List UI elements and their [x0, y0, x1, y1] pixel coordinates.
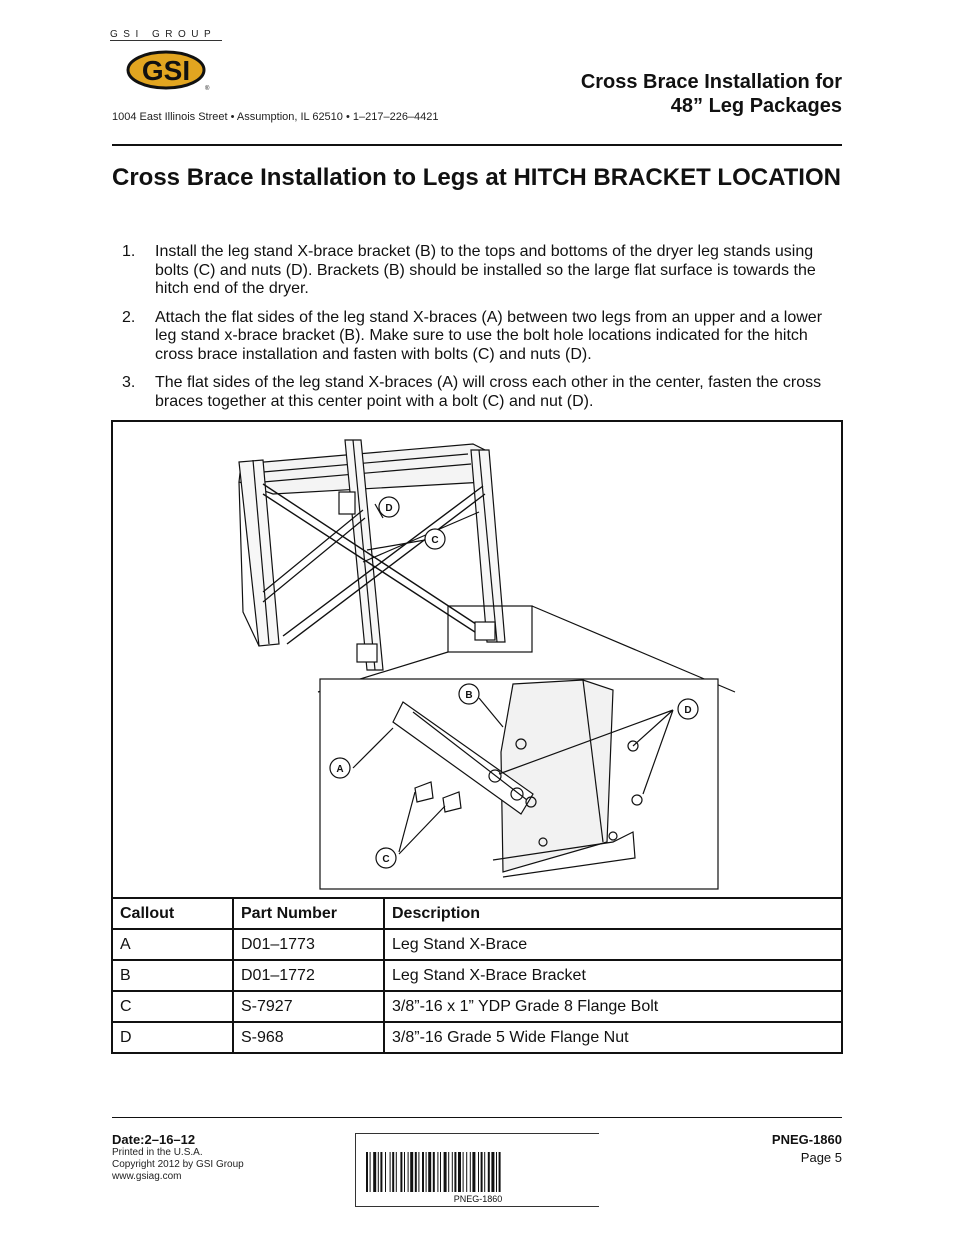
barcode-bar — [390, 1152, 391, 1192]
section-heading: Cross Brace Installation to Legs at HITCH BRACKET LOCATION — [112, 164, 841, 191]
barcode-bar — [470, 1152, 471, 1192]
barcode-bar — [452, 1152, 453, 1192]
svg-text:®: ® — [205, 86, 210, 92]
barcode-label: PNEG-1860 — [453, 1194, 503, 1204]
step-item — [112, 309, 842, 365]
barcode-bar — [454, 1152, 456, 1192]
barcode-bar — [373, 1152, 376, 1192]
barcode-bar — [466, 1152, 467, 1192]
footer-divider — [112, 1117, 842, 1118]
table-row — [112, 960, 842, 991]
barcode — [355, 1133, 599, 1207]
barcode-bar — [408, 1152, 409, 1192]
barcode-bar — [415, 1152, 417, 1192]
figure-frame — [111, 420, 843, 898]
footer-date: Date:2–16–12 — [112, 1132, 196, 1147]
cell-description: 3/8”-16 x 1” YDP Grade 8 Flange Bolt — [384, 991, 842, 1022]
cell-callout: B — [112, 960, 233, 991]
barcode-bar — [396, 1152, 397, 1192]
step-number: 2. — [122, 308, 136, 326]
barcode-bar — [404, 1152, 405, 1192]
step-text: Attach the flat sides of the leg stand X-braces (A) between two legs from an upper and a lower leg stand x-brace bracket (B). Make sure to use the bolt hole locations indicated for the hitch cross brace installation and fasten with bolts (C) and nuts (D). — [155, 308, 823, 363]
table-row — [112, 1022, 842, 1053]
copyright: Copyright 2012 by GSI Group — [112, 1159, 244, 1170]
cell-description: 3/8”-16 Grade 5 Wide Flange Nut — [384, 1022, 842, 1053]
cell-callout: C — [112, 991, 233, 1022]
document-code: PNEG-1860 — [771, 1132, 842, 1147]
barcode-bar — [496, 1152, 497, 1192]
step-text: The flat sides of the leg stand X-braces (A) will cross each other in the center, fasten the cross braces together at this center point with a bolt (C) and nut (D). — [155, 374, 822, 410]
barcode-bar — [499, 1152, 501, 1192]
callout-d-top-label: D — [385, 503, 393, 514]
step-text: Install the leg stand X-brace bracket (B) to the tops and bottoms of the dryer leg stands using bolts (C) and nuts (D). Brackets (B) should be installed so the large flat surface is towards the hitch end of the dryer. — [155, 243, 816, 297]
barcode-bar — [478, 1152, 479, 1192]
barcode-bar — [440, 1152, 441, 1192]
cell-part-number: D01–1773 — [233, 929, 384, 960]
brand-group-text: GSI GROUP — [110, 29, 217, 40]
footer-info — [112, 1147, 244, 1183]
barcode-bar — [458, 1152, 461, 1192]
installation-steps — [112, 243, 842, 421]
step-number: 3. — [122, 374, 136, 391]
header-part-number: Part Number — [233, 898, 384, 929]
barcode-bar — [433, 1152, 435, 1192]
callout-a-detail-label: A — [336, 764, 344, 775]
step-item — [112, 243, 842, 299]
barcode-bars — [366, 1152, 588, 1192]
barcode-bar — [378, 1152, 379, 1192]
barcode-bar — [437, 1152, 438, 1192]
header-callout: Callout — [112, 898, 233, 929]
barcode-bar — [428, 1152, 431, 1192]
cell-description: Leg Stand X-Brace — [384, 929, 842, 960]
logo-text: GSI — [141, 55, 191, 86]
cell-callout: D — [112, 1022, 233, 1053]
company-address: 1004 East Illinois Street • Assumption, IL 62510 • 1–217–226–4421 — [112, 111, 439, 123]
title-line-1: Cross Brace Installation for — [580, 71, 842, 93]
cross-brace-illustration — [113, 422, 841, 900]
table-row — [112, 929, 842, 960]
barcode-bar — [491, 1152, 494, 1192]
table-header-row — [112, 898, 842, 929]
barcode-bar — [380, 1152, 382, 1192]
barcode-bar — [370, 1152, 371, 1192]
barcode-bar — [385, 1152, 386, 1192]
callout-d-detail-label: D — [684, 705, 692, 716]
barcode-bar — [448, 1152, 449, 1192]
barcode-bar — [400, 1152, 402, 1192]
barcode-bar — [422, 1152, 424, 1192]
cell-part-number: D01–1772 — [233, 960, 384, 991]
barcode-bar — [392, 1152, 394, 1192]
callout-c-detail-label: C — [382, 854, 390, 865]
cell-description: Leg Stand X-Brace Bracket — [384, 960, 842, 991]
title-line-2: 48” Leg Packages — [670, 95, 842, 117]
brand-rule — [110, 40, 222, 41]
callout-b-detail-label: B — [465, 690, 473, 701]
cell-part-number: S-968 — [233, 1022, 384, 1053]
barcode-bar — [488, 1152, 490, 1192]
callout-c-top-label: C — [431, 535, 439, 546]
cell-part-number: S-7927 — [233, 991, 384, 1022]
cell-callout: A — [112, 929, 233, 960]
barcode-bar — [481, 1152, 483, 1192]
barcode-bar — [472, 1152, 475, 1192]
document-title — [522, 70, 842, 118]
header-divider — [112, 144, 842, 146]
barcode-bar — [426, 1152, 427, 1192]
printed-in: Printed in the U.S.A. — [112, 1147, 203, 1158]
barcode-bar — [444, 1152, 447, 1192]
barcode-bar — [463, 1152, 464, 1192]
header-description: Description — [384, 898, 842, 929]
table-row — [112, 991, 842, 1022]
barcode-bar — [366, 1152, 368, 1192]
parts-table — [111, 897, 843, 1054]
barcode-bar — [410, 1152, 413, 1192]
gsi-logo — [126, 50, 208, 92]
step-item — [112, 374, 842, 411]
website: www.gsiag.com — [112, 1171, 182, 1182]
step-number: 1. — [122, 243, 136, 260]
barcode-bar — [484, 1152, 485, 1192]
barcode-bar — [418, 1152, 419, 1192]
page-number: Page 5 — [800, 1150, 842, 1165]
